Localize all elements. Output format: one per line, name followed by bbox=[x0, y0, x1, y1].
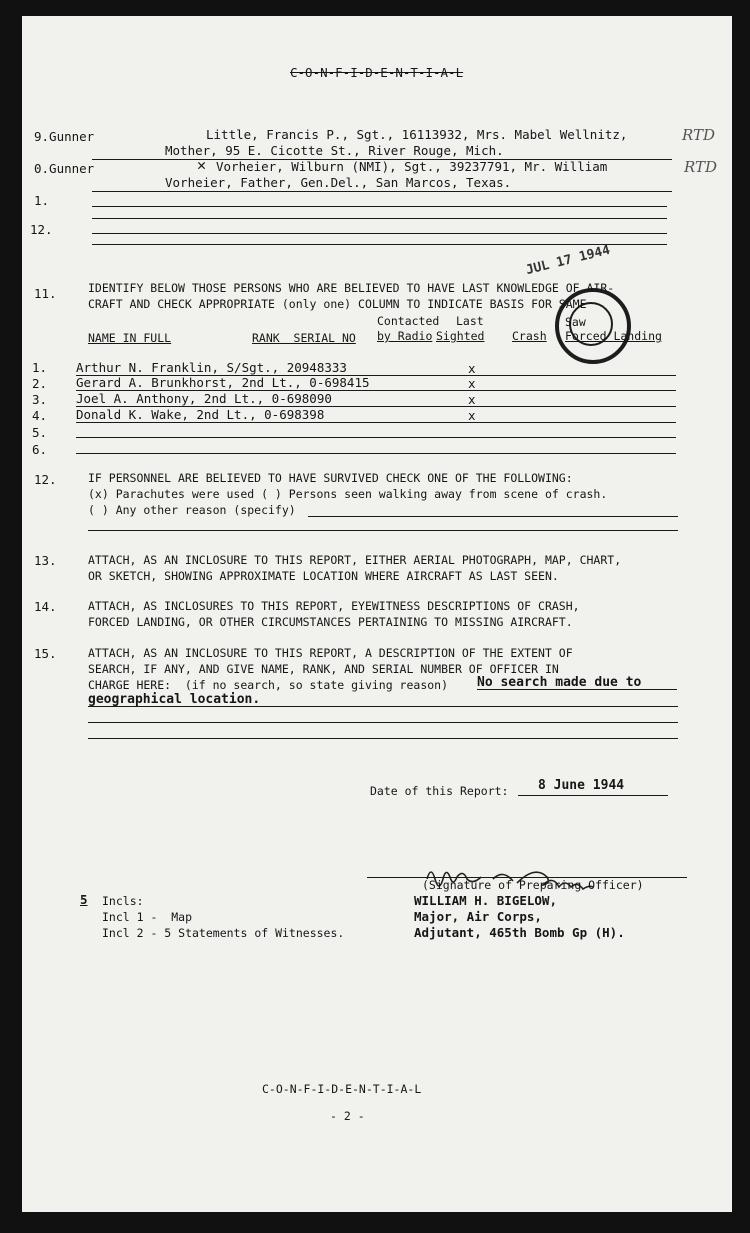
received-stamp-date: JUL 17 1944 bbox=[524, 242, 612, 279]
header-classification: C-O-N-F-I-D-E-N-T-I-A-L bbox=[290, 65, 464, 80]
person-5-rule bbox=[76, 437, 676, 438]
crew-row11-label: 1. bbox=[34, 193, 50, 208]
crew-row9-label: 9.Gunner bbox=[34, 129, 95, 144]
crew-row10-line2: Vorheier, Father, Gen.Del., San Marcos, Texas. bbox=[165, 175, 512, 190]
item14-line2: FORCED LANDING, OR OTHER CIRCUMSTANCES PERTAINING TO MISSING AIRCRAFT. bbox=[88, 615, 573, 629]
deceased-mark-icon: ✕ bbox=[197, 156, 207, 174]
item15-rule-c bbox=[88, 722, 678, 723]
report-date-label: Date of this Report: bbox=[370, 784, 509, 798]
inclosure-1: Incl 1 - Map bbox=[102, 910, 193, 924]
person-4-num: 4. bbox=[32, 408, 48, 423]
item15-line3: CHARGE HERE: (if no search, so state giving reason) bbox=[88, 678, 449, 692]
inclosures-count: 5 bbox=[80, 892, 88, 907]
item15-number: 15. bbox=[34, 646, 57, 661]
person-3-mark: x bbox=[468, 392, 476, 407]
item14-number: 14. bbox=[34, 599, 57, 614]
crew-row12-label: 12. bbox=[30, 222, 53, 237]
item15-rule-d bbox=[88, 738, 678, 739]
person-1-num: 1. bbox=[32, 360, 48, 375]
report-date-value: 8 June 1944 bbox=[538, 778, 625, 793]
person-3-text: Joel A. Anthony, 2nd Lt., 0-698090 bbox=[76, 391, 332, 406]
item11-col-crash: Crash bbox=[512, 329, 547, 343]
crew-row10-note: RTD bbox=[684, 158, 718, 176]
person-4-mark: x bbox=[468, 408, 476, 423]
item12-number: 12. bbox=[34, 472, 57, 487]
inclosures-label: Incls: bbox=[102, 894, 144, 908]
item11-number: 11. bbox=[34, 286, 57, 301]
document-page bbox=[22, 16, 732, 1212]
item13-line1: ATTACH, AS AN INCLOSURE TO THIS REPORT, EITHER AERIAL PHOTOGRAPH, MAP, CHART, bbox=[88, 553, 622, 567]
item11-line1: IDENTIFY BELOW THOSE PERSONS WHO ARE BELIEVED TO HAVE LAST KNOWLEDGE OF AIR- bbox=[88, 281, 615, 295]
crew-row9-line1: Little, Francis P., Sgt., 16113932, Mrs. Mabel Wellnitz, bbox=[206, 127, 628, 142]
item15-answer2: geographical location. bbox=[88, 692, 261, 707]
crew-row9-note: RTD bbox=[682, 126, 716, 144]
crew-row12-rule-b bbox=[92, 244, 667, 245]
item12-line3: ( ) Any other reason (specify) bbox=[88, 503, 296, 517]
item12-line2: (x) Parachutes were used ( ) Persons seen walking away from scene of crash. bbox=[88, 487, 608, 501]
person-3-num: 3. bbox=[32, 392, 48, 407]
crew-row11-rule-b bbox=[92, 218, 667, 219]
crew-row10-rule bbox=[92, 191, 672, 192]
item15-rule-b bbox=[88, 706, 678, 707]
signatory-rank: Major, Air Corps, bbox=[414, 909, 542, 924]
person-2-mark: x bbox=[468, 376, 476, 391]
person-6-num: 6. bbox=[32, 442, 48, 457]
item12-rule-a bbox=[308, 516, 678, 517]
page-number: - 2 - bbox=[330, 1109, 365, 1123]
item12-rule-b bbox=[88, 530, 678, 531]
person-1-mark: x bbox=[468, 361, 476, 376]
item13-line2: OR SKETCH, SHOWING APPROXIMATE LOCATION WHERE AIRCRAFT AS LAST SEEN. bbox=[88, 569, 559, 583]
person-6-rule bbox=[76, 453, 676, 454]
inclosure-2: Incl 2 - 5 Statements of Witnesses. bbox=[102, 926, 345, 940]
person-4-text: Donald K. Wake, 2nd Lt., 0-698398 bbox=[76, 407, 325, 422]
crew-row10-label: 0.Gunner bbox=[34, 161, 95, 176]
signatory-title: Adjutant, 465th Bomb Gp (H). bbox=[414, 925, 625, 940]
crew-row11-rule-a bbox=[92, 206, 667, 207]
footer-classification: C-O-N-F-I-D-E-N-T-I-A-L bbox=[262, 1082, 422, 1096]
report-date-rule bbox=[518, 795, 668, 796]
crew-row9-line2: Mother, 95 E. Cicotte St., River Rouge, Mich. bbox=[165, 143, 504, 158]
signatory-name: WILLIAM H. BIGELOW, bbox=[414, 893, 557, 908]
item13-number: 13. bbox=[34, 553, 57, 568]
item11-col-sighted: Sighted bbox=[436, 329, 485, 343]
person-2-num: 2. bbox=[32, 376, 48, 391]
crew-row10-line1: Vorheier, Wilburn (NMI), Sgt., 39237791, Mr. William bbox=[216, 159, 608, 174]
item11-col-rank-serial: RANK SERIAL NO bbox=[252, 331, 356, 345]
person-4-rule bbox=[76, 422, 676, 423]
item11-col-radio: by Radio bbox=[377, 329, 433, 343]
item11-col-contacted: Contacted bbox=[377, 314, 440, 328]
signature-caption: (Signature of Preparing Officer) bbox=[422, 878, 644, 892]
item15-line2: SEARCH, IF ANY, AND GIVE NAME, RANK, AND SERIAL NUMBER OF OFFICER IN bbox=[88, 662, 559, 676]
item11-col-saw: Saw bbox=[565, 315, 586, 329]
item11-col-name: NAME IN FULL bbox=[88, 331, 172, 345]
item12-line1: IF PERSONNEL ARE BELIEVED TO HAVE SURVIVED CHECK ONE OF THE FOLLOWING: bbox=[88, 471, 573, 485]
item11-col-last: Last bbox=[456, 314, 484, 328]
item11-col-forced: Forced Landing bbox=[565, 329, 662, 343]
item14-line1: ATTACH, AS INCLOSURES TO THIS REPORT, EYEWITNESS DESCRIPTIONS OF CRASH, bbox=[88, 599, 580, 613]
item11-line2: CRAFT AND CHECK APPROPRIATE (only one) COLUMN TO INDICATE BASIS FOR SAME bbox=[88, 297, 587, 311]
person-1-text: Arthur N. Franklin, S/Sgt., 20948333 bbox=[76, 360, 347, 375]
item15-line1: ATTACH, AS AN INCLOSURE TO THIS REPORT, A DESCRIPTION OF THE EXTENT OF bbox=[88, 646, 573, 660]
item15-rule-a bbox=[477, 689, 677, 690]
person-2-text: Gerard A. Brunkhorst, 2nd Lt., 0-698415 bbox=[76, 375, 370, 390]
item15-answer1: No search made due to bbox=[477, 675, 642, 690]
person-5-num: 5. bbox=[32, 425, 48, 440]
crew-row12-rule-a bbox=[92, 233, 667, 234]
